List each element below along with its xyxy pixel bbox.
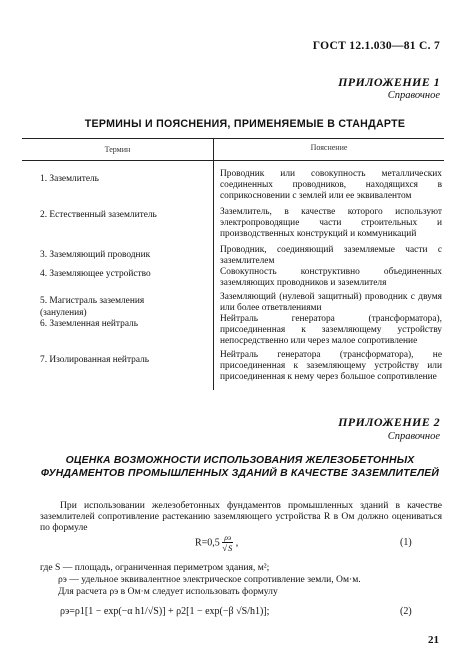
table-row-7-term: 7. Изолированная нейтраль: [40, 355, 150, 365]
table-header-rule: [22, 160, 444, 161]
formula-1-fraction: [222, 533, 233, 553]
appendix1-title: ПРИЛОЖЕНИЕ 1: [338, 75, 440, 89]
appendix2-ref: Справочное: [387, 431, 440, 442]
table-row-1-term: 1. Заземлитель: [40, 174, 99, 184]
appendix1-ref: Справочное: [387, 90, 440, 101]
section1-title: ТЕРМИНЫ И ПОЯСНЕНИЯ, ПРИМЕНЯЕМЫЕ В СТАНДАРТЕ: [84, 118, 406, 130]
page-number: 21: [428, 634, 439, 646]
formula-1-numerator: ρэ: [224, 533, 232, 542]
table-row-4-term: 4. Заземляющее устройство: [40, 269, 151, 279]
formula-1-number: (1): [400, 537, 412, 548]
col-header-explanation: Пояснение: [310, 143, 348, 152]
table-row-3-explanation: Проводник, соединяющий заземляемые части с заземлителем: [220, 245, 442, 266]
table-row-2-term: 2. Естественный заземлитель: [40, 210, 157, 220]
formula-1-sqrt-arg: S: [227, 543, 233, 553]
table-row-7-explanation: Нейтраль генератора (трансформатора), не присоединенная к заземляющему устройству или присоединенная к нему через большое сопротивление: [220, 350, 442, 382]
table-row-5-term: 5. Магистраль заземления (зануления): [40, 296, 145, 318]
table-row-6-term: 6. Заземленная нейтраль: [40, 319, 139, 329]
table-row-4-explanation: Совокупность конструктивно объединенных заземляющих проводников и заземлителя: [220, 267, 442, 288]
table-top-rule: [22, 138, 444, 139]
appendix2-title: ПРИЛОЖЕНИЕ 2: [338, 415, 440, 429]
intro-paragraph: При использовании железобетонных фундаментов промышленных зданий в качестве заземлителей сопротивление растеканию заземляющего устройства R в Ом должно оцениваться по формуле: [40, 500, 442, 533]
formula-2: ρэ=ρ1[1 − exp(−α h1/√S)] + ρ2[1 − exp(−β √S/h1)];: [60, 606, 270, 617]
where-rho-line: ρэ — удельное эквивалентное электрическое сопротивление земли, Ом·м.: [58, 574, 361, 585]
calc-intro-line: Для расчета ρэ в Ом·м следует использовать формулу: [58, 586, 278, 597]
where-s-line: где S — площадь, ограниченная периметром здания, м²;: [40, 562, 270, 573]
formula-1-lhs: R=0,5: [195, 537, 220, 549]
table-column-divider: [213, 160, 214, 390]
document-header: ГОСТ 12.1.030—81 С. 7: [312, 40, 440, 52]
table-row-5-explanation: Заземляющий (нулевой защитный) проводник с двумя или более ответвлениями: [220, 292, 442, 313]
col-header-term: Термин: [104, 145, 131, 154]
table-row-3-term: 3. Заземляющий проводник: [40, 250, 151, 260]
formula-1-tail: ,: [235, 537, 239, 549]
table-row-6-explanation: Нейтраль генератора (трансформатора), присоединенная к заземляющему устройству непосредственно или через малое сопротивление: [220, 314, 442, 346]
formula-2-number: (2): [400, 606, 412, 617]
table-row-2-explanation: Заземлитель, в качестве которого используют электропроводящие части строительных и производственных конструкций и коммуникаций: [220, 207, 442, 239]
formula-1: [195, 533, 238, 553]
section2-title: ОЦЕНКА ВОЗМОЖНОСТИ ИСПОЛЬЗОВАНИЯ ЖЕЛЕЗОБЕТОННЫХ ФУНДАМЕНТОВ ПРОМЫШЛЕННЫХ ЗДАНИЙ В КАЧЕСТВЕ ЗАЗЕМЛИТЕЛЕЙ: [40, 455, 440, 479]
formula-1-denominator: √S: [222, 543, 233, 553]
table-row-1-explanation: Проводник или совокупность металлических соединенных проводников, находящихся в соприкосновении с землей или ее эквивалентом: [220, 169, 442, 201]
